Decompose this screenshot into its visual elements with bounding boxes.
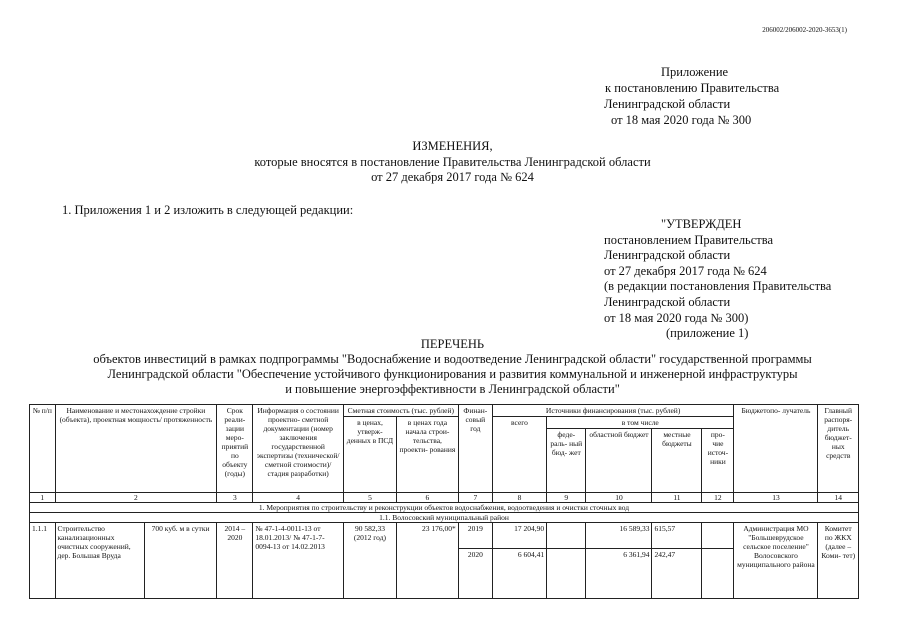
list-title: ПЕРЕЧЕНЬ <box>420 337 485 351</box>
list-line2: Ленинградской области "Обеспечение устойчивого функционирования и развития коммунальной и инженерной инфраструктуры <box>107 367 798 381</box>
column-numbers-row <box>30 493 859 503</box>
col-number: 4 <box>253 493 343 503</box>
section-row <box>30 503 859 513</box>
approved-line: от 27 декабря 2017 года № 624 <box>604 263 767 278</box>
col-number: 7 <box>458 493 492 503</box>
appendix-block <box>604 64 779 128</box>
col-number: 5 <box>343 493 396 503</box>
row-cost-start: 23 176,00* <box>397 523 459 599</box>
col-number: 12 <box>702 493 734 503</box>
row-year: 2019 <box>458 523 492 549</box>
col-number: 9 <box>547 493 586 503</box>
col-number: 6 <box>397 493 459 503</box>
header-row <box>30 405 859 417</box>
appendix-line: Ленинградской области <box>604 97 731 111</box>
row-term: 2014 – 2020 <box>217 523 253 599</box>
row-manager: Комитет по ЖКХ (далее – Коми- тет) <box>818 523 859 599</box>
document-id: 206002/206002-2020-3653(1) <box>762 26 847 34</box>
list-line3: и повышение энергоэффективности в Ленинградской области" <box>285 382 620 396</box>
header-info: Информация о состоянии проектно- сметной документации (номер заключения государственной экспертизы (технической/сметной стоимости)/стадия разработки) <box>253 405 343 493</box>
header-incl: в том числе <box>547 417 734 429</box>
approved-block <box>604 217 831 342</box>
subsection-row <box>30 513 859 523</box>
row-num: 1.1.1 <box>30 523 56 599</box>
row-cost-psd: 90 582,33 (2012 год) <box>343 523 396 599</box>
approved-line: (в редакции постановления Правительства <box>604 279 832 294</box>
col-number: 8 <box>492 493 546 503</box>
row-regional: 16 589,33 <box>586 523 652 549</box>
header-regional: областной бюджет <box>586 429 652 493</box>
appendix-line: от 18 мая 2020 года № 300 <box>611 113 752 127</box>
header-recipient: Бюджетопо- лучатель <box>734 405 818 493</box>
row-local: 615,57 <box>652 523 702 549</box>
row-total: 17 204,90 <box>492 523 546 549</box>
col-number: 3 <box>217 493 253 503</box>
row-name: Строительство канализационных очистных сооружений, дер. Большая Вруда <box>55 523 144 599</box>
col-number: 14 <box>818 493 859 503</box>
changes-line2: от 27 декабря 2017 года № 624 <box>371 170 534 184</box>
row-year: 2020 <box>458 549 492 599</box>
approved-line: от 18 мая 2020 года № 300) <box>604 310 749 325</box>
approved-line: "УТВЕРЖДЕН <box>661 217 742 231</box>
approved-line: Ленинградской области <box>604 248 731 263</box>
row-local: 242,47 <box>652 549 702 599</box>
header-cost: Сметная стоимость (тыс. рублей) <box>343 405 458 417</box>
col-number: 1 <box>30 493 56 503</box>
header-federal: феде- раль- ный бюд- жет <box>547 429 586 493</box>
row-other <box>702 523 734 549</box>
row-recipient: Администрация МО "Большеврудское сельское поселение" Волосовского муниципального района <box>734 523 818 599</box>
header-term: Срок реали- зации меро- приятий по объекту (годы) <box>217 405 253 493</box>
header-manager: Главный распоря- дитель бюджет- ных средств <box>818 405 859 493</box>
col-number: 11 <box>652 493 702 503</box>
subsection-title: 1.1. Волосовский муниципальный район <box>30 513 859 523</box>
section-title: 1. Мероприятия по строительству и реконструкции объектов водоснабжения, водоотведения и очистки сточных вод <box>30 503 859 513</box>
appendix-line: к постановлению Правительства <box>605 81 780 95</box>
header-num: № п/п <box>30 405 56 493</box>
header-cost-psd: в ценах, утверж- денных в ПСД <box>343 417 396 493</box>
row-other <box>702 549 734 599</box>
row-federal <box>547 549 586 599</box>
header-sources: Источники финансирования (тыс. рублей) <box>492 405 734 417</box>
appendix-line: Приложение <box>661 65 729 79</box>
changes-line1: которые вносятся в постановление Правительства Ленинградской области <box>254 155 651 169</box>
header-other: про- чие источ- ники <box>702 429 734 493</box>
header-local: местные бюджеты <box>652 429 702 493</box>
header-total: всего <box>492 417 546 493</box>
col-number: 10 <box>586 493 652 503</box>
row-info: № 47-1-4-0011-13 от 18.01.2013/ № 47-1-7-0094-13 от 14.02.2013 <box>253 523 343 599</box>
header-fin-year: Финан- совый год <box>458 405 492 493</box>
col-number: 13 <box>734 493 818 503</box>
objects-table <box>29 404 859 599</box>
header-name: Наименование и местонахождение стройки (объекта), проектная мощность/ протяженность <box>55 405 217 493</box>
approved-line: постановлением Правительства <box>604 232 774 247</box>
list-line1: объектов инвестиций в рамках подпрограммы "Водоснабжение и водоотведение Ленинградской области" государственной программы <box>93 352 812 366</box>
header-cost-start: в ценах года начала строи- тельства, проекти- рования <box>397 417 459 493</box>
approved-line: Ленинградской области <box>604 294 731 309</box>
row-total: 6 604,41 <box>492 549 546 599</box>
row-capacity: 700 куб. м в сутки <box>144 523 216 599</box>
changes-title: ИЗМЕНЕНИЯ, <box>412 139 493 153</box>
col-number: 2 <box>55 493 217 503</box>
approved-line: (приложение 1) <box>666 326 749 341</box>
row-regional: 6 361,94 <box>586 549 652 599</box>
row-federal <box>547 523 586 549</box>
table-row <box>30 523 859 549</box>
intro-text: 1. Приложения 1 и 2 изложить в следующей редакции: <box>62 203 354 217</box>
